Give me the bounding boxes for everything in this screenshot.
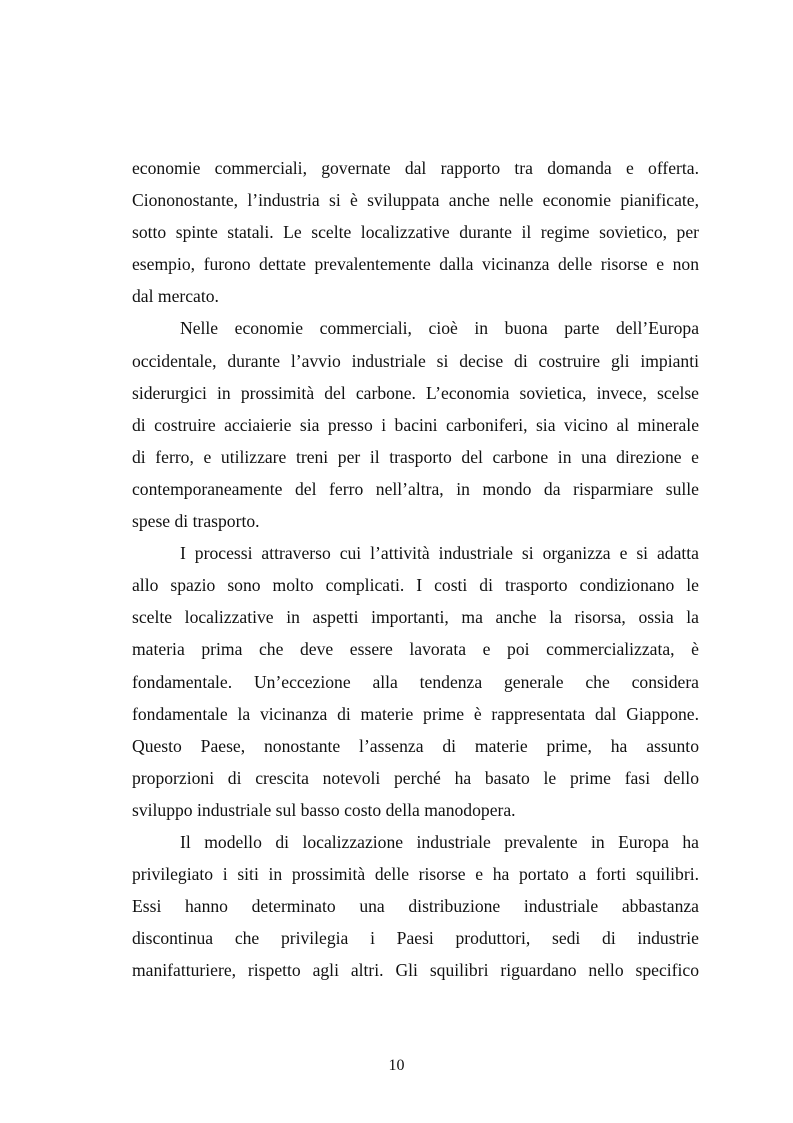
text-line: discontinua che privilegia i Paesi produttori, sedi di industrie [132, 928, 699, 949]
text-line: allo spazio sono molto complicati. I costi di trasporto condizionano le [132, 575, 699, 596]
text-line: occidentale, durante l’avvio industriale si decise di costruire gli impianti [132, 350, 699, 371]
page-number: 10 [388, 1057, 405, 1074]
text-line: esempio, furono dettate prevalentemente dalla vicinanza delle risorse e non [132, 254, 699, 275]
text-line: privilegiato i siti in prossimità delle risorse e ha portato a forti squilibri. [132, 864, 699, 885]
text-line: Questo Paese, nonostante l’assenza di materie prime, ha assunto [132, 735, 699, 756]
text-line: dal mercato. [132, 286, 219, 307]
text-line: Ciononostante, l’industria si è sviluppata anche nelle economie pianificate, [132, 190, 699, 211]
text-line: materia prima che deve essere lavorata e poi commercializzata, è [132, 639, 699, 660]
text-line: siderurgici in prossimità del carbone. L’economia sovietica, invece, scelse [132, 382, 699, 403]
text-line: Nelle economie commerciali, cioè in buona parte dell’Europa [180, 318, 699, 339]
text-line: Il modello di localizzazione industriale prevalente in Europa ha [180, 831, 699, 852]
text-line: contemporaneamente del ferro nell’altra, in mondo da risparmiare sulle [132, 478, 699, 499]
text-line: di ferro, e utilizzare treni per il trasporto del carbone in una direzione e [132, 446, 699, 467]
text-line: Essi hanno determinato una distribuzione industriale abbastanza [132, 896, 699, 917]
text-line: di costruire acciaierie sia presso i bacini carboniferi, sia vicino al minerale [132, 414, 699, 435]
text-line: fondamentale la vicinanza di materie prime è rappresentata dal Giappone. [132, 703, 699, 724]
text-line: I processi attraverso cui l’attività industriale si organizza e si adatta [180, 543, 699, 564]
text-line: fondamentale. Un’eccezione alla tendenza generale che considera [132, 671, 699, 692]
paragraph [132, 152, 699, 312]
text-line: sviluppo industriale sul basso costo della manodopera. [132, 799, 516, 820]
paragraph [132, 537, 699, 826]
text-line: proporzioni di crescita notevoli perché ha basato le prime fasi dello [132, 767, 699, 788]
text-line: scelte localizzative in aspetti importanti, ma anche la risorsa, ossia la [132, 607, 699, 628]
page-body [132, 152, 699, 986]
paragraph [132, 312, 699, 537]
paragraph [132, 826, 699, 986]
text-line: manifatturiere, rispetto agli altri. Gli squilibri riguardano nello specifico [132, 960, 699, 981]
text-line: spese di trasporto. [132, 511, 260, 532]
text-line: economie commerciali, governate dal rapporto tra domanda e offerta. [132, 158, 699, 178]
text-line: sotto spinte statali. Le scelte localizzative durante il regime sovietico, per [132, 222, 699, 243]
